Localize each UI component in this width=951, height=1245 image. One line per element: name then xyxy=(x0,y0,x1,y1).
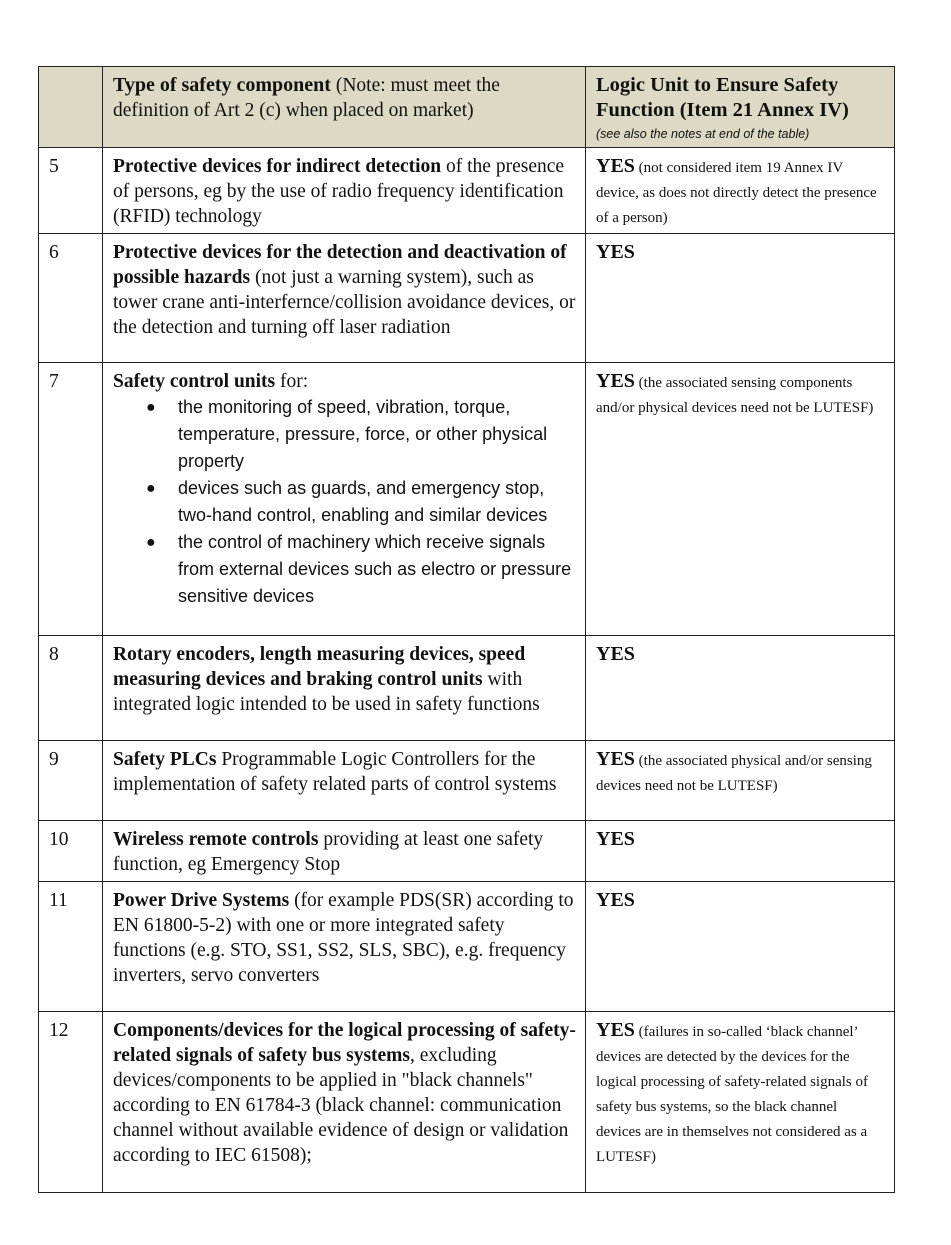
component-type-title: Safety control units xyxy=(113,371,276,392)
table-header-row xyxy=(39,67,895,148)
header-type-title: Type of safety component xyxy=(113,74,331,96)
component-type-description: providing at least one safety function, eg Emergency Stop xyxy=(113,829,544,875)
safety-components-table xyxy=(38,66,895,1193)
logic-unit-cell xyxy=(586,363,895,636)
row-number: 5 xyxy=(39,148,103,234)
logic-note: (the associated sensing components and/or physical devices need not be LUTESF) xyxy=(596,375,874,416)
row-number: 7 xyxy=(39,363,103,636)
component-type-cell xyxy=(103,821,586,882)
yes-label: YES xyxy=(596,1019,635,1041)
logic-note: (failures in so-called ‘black channel’ devices are detected by the devices for the logical processing of safety-related signals of safety bus systems, so the black channel devices are in themselves not considered as a LUTESF) xyxy=(596,1024,868,1165)
table-row xyxy=(39,234,895,363)
logic-unit-cell xyxy=(586,821,895,882)
header-logic-note: (see also the notes at end of the table) xyxy=(596,127,810,141)
logic-unit-cell xyxy=(586,148,895,234)
yes-label: YES xyxy=(596,828,635,850)
logic-unit-cell xyxy=(586,882,895,1012)
component-type-title: Protective devices for the detection and deactivation of possible hazards xyxy=(113,242,567,288)
component-type-description: for: xyxy=(275,371,309,392)
component-type-cell xyxy=(103,1012,586,1193)
table-row xyxy=(39,882,895,1012)
component-type-cell xyxy=(103,741,586,821)
component-type-title: Components/devices for the logical processing of safety-related signals of safety bus systems xyxy=(113,1020,576,1066)
component-type-cell xyxy=(103,148,586,234)
component-type-title: Wireless remote controls xyxy=(113,829,319,850)
table-row xyxy=(39,636,895,741)
component-type-title: Power Drive Systems xyxy=(113,890,290,911)
header-type-cell xyxy=(103,67,586,148)
logic-unit-cell xyxy=(586,636,895,741)
header-logic-cell xyxy=(586,67,895,148)
component-type-description: of the presence of persons, eg by the use of radio frequency identification (RFID) technology xyxy=(113,156,565,227)
logic-unit-cell xyxy=(586,741,895,821)
component-type-cell xyxy=(103,882,586,1012)
component-type-description: Programmable Logic Controllers for the implementation of safety related parts of control systems xyxy=(113,749,557,795)
yes-label: YES xyxy=(596,241,635,263)
bullet-icon: ● xyxy=(146,480,156,497)
yes-label: YES xyxy=(596,370,635,392)
bullet-icon: ● xyxy=(146,534,156,551)
header-logic-title: Logic Unit to Ensure Safety Function (Item 21 Annex IV) xyxy=(596,74,849,121)
component-type-description: , excluding devices/components to be applied in "black channels" according to EN 61784-3 (black channel: communication channel without available evidence of design or validation according to IEC 61508); xyxy=(113,1045,569,1166)
yes-label: YES xyxy=(596,643,635,665)
bullet-item: ● devices such as guards, and emergency stop, two-hand control, enabling and similar devices xyxy=(178,475,576,529)
logic-unit-cell xyxy=(586,1012,895,1193)
row-number: 11 xyxy=(39,882,103,1012)
yes-label: YES xyxy=(596,748,635,770)
bullet-item: ● the control of machinery which receive signals from external devices such as electro or pressure sensitive devices xyxy=(178,529,576,610)
component-type-description: (for example PDS(SR) according to EN 61800-5-2) with one or more integrated safety functions (e.g. STO, SS1, SS2, SLS, SBC), e.g. frequency inverters, servo converters xyxy=(113,890,574,986)
table-row xyxy=(39,363,895,636)
component-type-title: Rotary encoders, length measuring devices, speed measuring devices and braking control units xyxy=(113,644,526,690)
logic-unit-cell xyxy=(586,234,895,363)
bullet-item: ● the monitoring of speed, vibration, torque, temperature, pressure, force, or other physical property xyxy=(178,394,576,475)
header-type-note: (Note: must meet the definition of Art 2 (c) when placed on market) xyxy=(113,75,500,121)
bullet-icon: ● xyxy=(146,399,156,416)
component-type-title: Protective devices for indirect detection xyxy=(113,156,442,177)
header-num-cell xyxy=(39,67,103,148)
table-row xyxy=(39,741,895,821)
logic-note: (not considered item 19 Annex IV device, as does not directly detect the presence of a person) xyxy=(596,160,877,226)
bullet-list xyxy=(113,394,576,610)
component-type-cell xyxy=(103,636,586,741)
component-type-description: (not just a warning system), such as tower crane anti-interfernce/collision avoidance devices, or the detection and turning off laser radiation xyxy=(113,267,576,338)
table-row xyxy=(39,821,895,882)
row-number: 10 xyxy=(39,821,103,882)
row-number: 8 xyxy=(39,636,103,741)
component-type-cell xyxy=(103,234,586,363)
component-type-cell xyxy=(103,363,586,636)
row-number: 9 xyxy=(39,741,103,821)
yes-label: YES xyxy=(596,155,635,177)
yes-label: YES xyxy=(596,889,635,911)
component-type-title: Safety PLCs xyxy=(113,749,217,770)
component-type-description: with integrated logic intended to be used in safety functions xyxy=(113,669,540,715)
row-number: 12 xyxy=(39,1012,103,1193)
table-row xyxy=(39,148,895,234)
table-row xyxy=(39,1012,895,1193)
row-number: 6 xyxy=(39,234,103,363)
logic-note: (the associated physical and/or sensing devices need not be LUTESF) xyxy=(596,753,872,794)
